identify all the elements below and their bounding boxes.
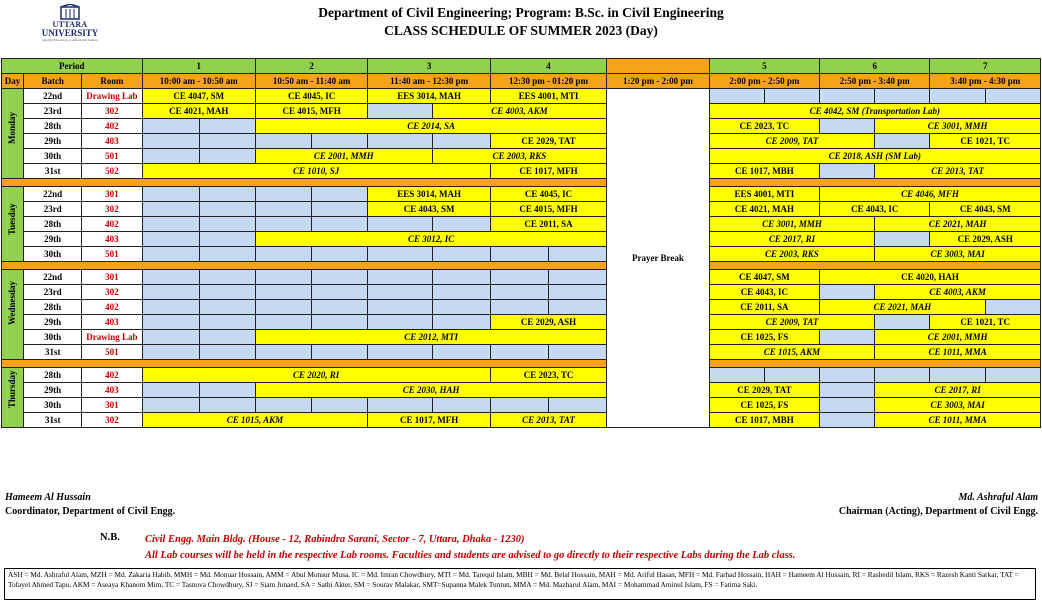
schedule-row xyxy=(2,89,1041,104)
batch-header: Batch xyxy=(24,74,82,89)
course-cell: CE 2017, RI xyxy=(875,383,1041,398)
room-cell: 501 xyxy=(82,345,142,360)
empty-slot xyxy=(490,398,548,413)
empty-slot xyxy=(368,398,432,413)
course-cell: CE 3003, MAI xyxy=(875,398,1041,413)
empty-slot xyxy=(820,164,875,179)
empty-slot xyxy=(490,270,548,285)
empty-slot xyxy=(142,300,199,315)
separator-cell xyxy=(709,262,1040,270)
empty-slot xyxy=(199,187,255,202)
empty-slot xyxy=(199,119,255,134)
empty-slot xyxy=(312,134,368,149)
batch-cell: 28th xyxy=(24,119,82,134)
empty-slot xyxy=(142,330,199,345)
period-number: 1 xyxy=(142,59,255,74)
course-cell: EES 4001, MTI xyxy=(490,89,606,104)
course-cell: CE 4046, MFH xyxy=(820,187,1041,202)
course-cell: CE 4015, MFH xyxy=(255,104,367,119)
empty-slot xyxy=(199,217,255,232)
course-cell: CE 1017, MFH xyxy=(368,413,490,428)
course-cell: CE 4045, IC xyxy=(255,89,367,104)
note-lab: All Lab courses will be held in the respective Lab rooms. Faculties and students are advised to go directly to their respective Labs during the Lab class. xyxy=(145,550,796,561)
room-cell: 402 xyxy=(82,119,142,134)
room-cell: 301 xyxy=(82,270,142,285)
empty-slot xyxy=(875,368,930,383)
course-cell: CE 1017, MBH xyxy=(709,413,819,428)
empty-slot xyxy=(490,285,548,300)
day-header: Day xyxy=(2,74,24,89)
department-title: Department of Civil Engineering; Program: B.Sc. in Civil Engineering xyxy=(318,5,724,20)
room-cell: 301 xyxy=(82,398,142,413)
schedule-row xyxy=(2,104,1041,119)
room-cell: 302 xyxy=(82,285,142,300)
empty-slot xyxy=(820,368,875,383)
schedule-table xyxy=(1,58,1041,428)
empty-slot xyxy=(199,398,255,413)
room-cell: 402 xyxy=(82,217,142,232)
empty-slot xyxy=(199,149,255,164)
period-row xyxy=(2,59,1041,74)
empty-slot xyxy=(312,202,368,217)
day-label xyxy=(2,270,24,360)
period-number: 6 xyxy=(820,59,930,74)
empty-slot xyxy=(875,315,930,330)
nb-label: N.B. xyxy=(100,532,120,543)
course-cell: CE 2014, SA xyxy=(255,119,606,134)
empty-slot xyxy=(142,383,199,398)
separator-cell xyxy=(2,262,607,270)
empty-slot xyxy=(875,89,930,104)
empty-slot xyxy=(875,232,930,247)
schedule-row xyxy=(2,330,1041,345)
time-slot: 12:30 pm - 01:20 pm xyxy=(490,74,606,89)
empty-slot xyxy=(368,285,432,300)
room-cell: 302 xyxy=(82,202,142,217)
empty-slot xyxy=(142,119,199,134)
empty-slot xyxy=(764,89,819,104)
course-cell: CE 1015, AKM xyxy=(709,345,875,360)
room-cell: 502 xyxy=(82,164,142,179)
course-cell: CE 4021, MAH xyxy=(142,104,255,119)
empty-slot xyxy=(199,330,255,345)
empty-slot xyxy=(199,383,255,398)
empty-slot xyxy=(142,270,199,285)
empty-slot xyxy=(312,187,368,202)
empty-slot xyxy=(820,285,875,300)
course-cell: CE 2013, TAT xyxy=(875,164,1041,179)
empty-slot xyxy=(255,202,311,217)
course-cell: CE 2023, TC xyxy=(490,368,606,383)
period-number: 2 xyxy=(255,59,367,74)
empty-slot xyxy=(142,134,199,149)
course-cell: CE 4047, SM xyxy=(709,270,819,285)
day-name: Monday xyxy=(7,112,18,145)
batch-cell: 29th xyxy=(24,232,82,247)
course-cell: CE 4020, HAH xyxy=(820,270,1041,285)
empty-slot xyxy=(985,300,1040,315)
empty-slot xyxy=(985,368,1040,383)
period-number: 5 xyxy=(709,59,819,74)
batch-cell: 28th xyxy=(24,300,82,315)
empty-slot xyxy=(432,398,490,413)
batch-cell: 31st xyxy=(24,413,82,428)
batch-cell: 28th xyxy=(24,217,82,232)
schedule-row xyxy=(2,398,1041,413)
time-slot: 1:20 pm - 2:00 pm xyxy=(607,74,709,89)
course-cell: CE 2001, MMH xyxy=(875,330,1041,345)
empty-slot xyxy=(255,285,311,300)
time-slot: 10:00 am - 10:50 am xyxy=(142,74,255,89)
empty-slot xyxy=(255,187,311,202)
empty-slot xyxy=(549,285,607,300)
batch-cell: 23rd xyxy=(24,285,82,300)
period-label: Period xyxy=(2,59,143,74)
room-cell: 402 xyxy=(82,300,142,315)
room-cell: Drawing Lab xyxy=(82,330,142,345)
empty-slot xyxy=(368,270,432,285)
note-address: Civil Engg. Main Bldg. (House - 12, Rabindra Sarani, Sector - 7, Uttara, Dhaka - 1230) xyxy=(145,534,525,545)
course-cell: CE 2029, ASH xyxy=(930,232,1041,247)
empty-slot xyxy=(820,89,875,104)
empty-slot xyxy=(930,368,985,383)
room-cell: 302 xyxy=(82,413,142,428)
empty-slot xyxy=(199,285,255,300)
empty-slot xyxy=(255,247,311,262)
empty-slot xyxy=(875,134,930,149)
course-cell: CE 4043, IC xyxy=(820,202,930,217)
empty-slot xyxy=(368,247,432,262)
course-cell: CE 1015, AKM xyxy=(142,413,368,428)
empty-slot xyxy=(199,270,255,285)
empty-slot xyxy=(255,270,311,285)
separator-cell xyxy=(709,179,1040,187)
empty-slot xyxy=(255,345,311,360)
course-cell: CE 2030, HAH xyxy=(255,383,606,398)
time-slot: 2:50 pm - 3:40 pm xyxy=(820,74,930,89)
room-cell: 301 xyxy=(82,187,142,202)
schedule-row xyxy=(2,202,1041,217)
course-cell: CE 1011, MMA xyxy=(875,413,1041,428)
batch-cell: 31st xyxy=(24,345,82,360)
course-cell: CE 2029, TAT xyxy=(709,383,819,398)
logo-line1: UTTARA xyxy=(52,20,88,29)
empty-slot xyxy=(199,247,255,262)
empty-slot xyxy=(549,247,607,262)
chairman-name: Md. Ashraful Alam xyxy=(958,492,1038,503)
batch-cell: 29th xyxy=(24,383,82,398)
empty-slot xyxy=(142,232,199,247)
course-cell: CE 1025, FS xyxy=(709,330,819,345)
schedule-row xyxy=(2,217,1041,232)
course-cell: CE 2018, ASH (SM Lab) xyxy=(709,149,1040,164)
empty-slot xyxy=(709,89,764,104)
course-cell: CE 4047, SM xyxy=(142,89,255,104)
period-number: 7 xyxy=(930,59,1041,74)
logo-line2: UNIVERSITY xyxy=(41,28,99,38)
time-slot: 10:50 am - 11:40 am xyxy=(255,74,367,89)
batch-cell: 31st xyxy=(24,164,82,179)
course-cell: CE 2029, TAT xyxy=(490,134,606,149)
course-cell: CE 1017, MFH xyxy=(490,164,606,179)
empty-slot xyxy=(368,104,432,119)
course-cell: CE 4043, SM xyxy=(368,202,490,217)
day-label xyxy=(2,187,24,262)
course-cell: CE 1017, MBH xyxy=(709,164,819,179)
abbreviation-legend: ASH = Md. Ashraful Alam, MZH = Md. Zakaria Habib, MMH = Md. Monuar Hossain, AMM = Abul Monsur Musa, IC = Md. Imran Chowdhury, MTI = Md. Tarequl Islam, MBH = Md. Belal Hossain, MAH = Md. Ariful Hasan, MFH = Md. Farhad Hossain, HAH = Hameem Al Hussain, RI = Rashedil Islam, RKS = Razesh Kanti Sarkar, TAT = Tofayel Ahmed Tapu, AKM = Aseaya Khanom Mim, TC = Tasnova Chowdhury, SJ = Siam Junaed, SA = Sathi Akter, SM = Sourav Malakar, SMT=Supanna Malek Tuntun, MMA = Md. Mazharul Alam, MAI = Mohammad Aminul Islam, FS = Fatima Saki. xyxy=(4,568,1036,600)
empty-slot xyxy=(930,89,985,104)
course-cell: CE 2013, TAT xyxy=(490,413,606,428)
empty-slot xyxy=(432,315,490,330)
empty-slot xyxy=(432,134,490,149)
empty-slot xyxy=(368,315,432,330)
course-cell: CE 2011, SA xyxy=(490,217,606,232)
period-number: 4 xyxy=(490,59,606,74)
empty-slot xyxy=(199,202,255,217)
course-cell: CE 2029, ASH xyxy=(490,315,606,330)
empty-slot xyxy=(142,398,199,413)
chairman-signature xyxy=(839,491,1038,519)
course-cell: EES 3014, MAH xyxy=(368,89,490,104)
room-header: Room xyxy=(82,74,142,89)
room-cell: 302 xyxy=(82,104,142,119)
schedule-row xyxy=(2,247,1041,262)
course-cell: CE 1010, SJ xyxy=(142,164,490,179)
time-slot: 3:40 pm - 4:30 pm xyxy=(930,74,1041,89)
course-cell: CE 2003, RKS xyxy=(432,149,607,164)
course-cell: EES 3014, MAH xyxy=(368,187,490,202)
room-cell: 403 xyxy=(82,315,142,330)
room-cell: 403 xyxy=(82,232,142,247)
empty-slot xyxy=(820,119,875,134)
separator-cell xyxy=(709,360,1040,368)
period-number xyxy=(607,59,709,74)
empty-slot xyxy=(764,368,819,383)
course-cell: CE 4003, AKM xyxy=(875,285,1041,300)
course-cell: CE 1021, TC xyxy=(930,315,1041,330)
empty-slot xyxy=(490,300,548,315)
empty-slot xyxy=(432,345,490,360)
empty-slot xyxy=(549,345,607,360)
period-number: 3 xyxy=(368,59,490,74)
empty-slot xyxy=(255,398,311,413)
course-cell: CE 2001, MMH xyxy=(255,149,432,164)
empty-slot xyxy=(312,217,368,232)
course-cell: CE 2009, TAT xyxy=(709,315,875,330)
course-cell: CE 4003, AKM xyxy=(432,104,607,119)
batch-cell: 22nd xyxy=(24,187,82,202)
schedule-row xyxy=(2,134,1041,149)
course-cell: CE 2012, MTI xyxy=(255,330,606,345)
course-cell: CE 4015, MFH xyxy=(490,202,606,217)
batch-cell: 23rd xyxy=(24,104,82,119)
schedule-row xyxy=(2,368,1041,383)
day-name: Thursday xyxy=(7,370,18,409)
time-row xyxy=(2,74,1041,89)
day-name: Wednesday xyxy=(7,281,18,326)
room-cell: 402 xyxy=(82,368,142,383)
empty-slot xyxy=(368,300,432,315)
prayer-break: Prayer Break xyxy=(607,89,709,428)
empty-slot xyxy=(142,187,199,202)
course-cell: CE 1021, TC xyxy=(930,134,1041,149)
empty-slot xyxy=(199,134,255,149)
schedule-row xyxy=(2,270,1041,285)
batch-cell: 30th xyxy=(24,330,82,345)
empty-slot xyxy=(312,315,368,330)
empty-slot xyxy=(368,134,432,149)
course-cell: CE 2011, SA xyxy=(709,300,819,315)
empty-slot xyxy=(312,300,368,315)
coordinator-signature xyxy=(5,491,175,519)
schedule-row xyxy=(2,383,1041,398)
batch-cell: 22nd xyxy=(24,89,82,104)
empty-slot xyxy=(142,315,199,330)
day-name: Tuesday xyxy=(7,202,18,235)
empty-slot xyxy=(199,232,255,247)
schedule-row xyxy=(2,285,1041,300)
day-separator xyxy=(2,179,1041,187)
room-cell: 403 xyxy=(82,134,142,149)
batch-cell: 29th xyxy=(24,134,82,149)
empty-slot xyxy=(255,217,311,232)
time-slot: 11:40 am - 12:30 pm xyxy=(368,74,490,89)
empty-slot xyxy=(432,270,490,285)
empty-slot xyxy=(142,217,199,232)
empty-slot xyxy=(820,413,875,428)
empty-slot xyxy=(312,285,368,300)
course-cell: CE 4021, MAH xyxy=(709,202,819,217)
empty-slot xyxy=(199,300,255,315)
day-label xyxy=(2,89,24,179)
course-cell: CE 4043, IC xyxy=(709,285,819,300)
course-cell: CE 3001, MMH xyxy=(709,217,875,232)
course-cell: CE 1011, MMA xyxy=(875,345,1041,360)
coordinator-name: Hameem Al Hussain xyxy=(5,492,91,503)
empty-slot xyxy=(432,300,490,315)
empty-slot xyxy=(432,217,490,232)
empty-slot xyxy=(142,285,199,300)
empty-slot xyxy=(142,149,199,164)
course-cell: CE 2021, MAH xyxy=(875,217,1041,232)
chairman-title: Chairman (Acting), Department of Civil Engg. xyxy=(838,506,1038,517)
empty-slot xyxy=(368,345,432,360)
empty-slot xyxy=(432,285,490,300)
course-cell: CE 2023, TC xyxy=(709,119,819,134)
batch-cell: 28th xyxy=(24,368,82,383)
course-cell: EES 4001, MTI xyxy=(709,187,819,202)
empty-slot xyxy=(199,345,255,360)
empty-slot xyxy=(312,247,368,262)
separator-cell xyxy=(2,179,607,187)
empty-slot xyxy=(549,398,607,413)
course-cell: CE 2021, MAH xyxy=(820,300,986,315)
course-cell: CE 2009, TAT xyxy=(709,134,875,149)
schedule-row xyxy=(2,345,1041,360)
course-cell: CE 4043, SM xyxy=(930,202,1041,217)
empty-slot xyxy=(549,270,607,285)
room-cell: 403 xyxy=(82,383,142,398)
empty-slot xyxy=(820,398,875,413)
schedule-row xyxy=(2,119,1041,134)
empty-slot xyxy=(255,300,311,315)
schedule-row xyxy=(2,164,1041,179)
batch-cell: 29th xyxy=(24,315,82,330)
course-cell: CE 3003, MAI xyxy=(875,247,1041,262)
logo-tagline: Quality Education at Affordable Tuition xyxy=(42,38,98,42)
empty-slot xyxy=(255,134,311,149)
empty-slot xyxy=(820,330,875,345)
course-cell: CE 2020, RI xyxy=(142,368,490,383)
empty-slot xyxy=(142,202,199,217)
room-cell: 501 xyxy=(82,149,142,164)
empty-slot xyxy=(142,247,199,262)
coordinator-title: Coordinator, Department of Civil Engg. xyxy=(5,506,176,517)
notes xyxy=(145,532,795,564)
course-cell: CE 4042, SM (Transportation Lab) xyxy=(709,104,1040,119)
separator-cell xyxy=(2,360,607,368)
course-cell: CE 3001, MMH xyxy=(875,119,1041,134)
schedule-row xyxy=(2,300,1041,315)
schedule-title: CLASS SCHEDULE OF SUMMER 2023 (Day) xyxy=(384,23,658,38)
batch-cell: 23rd xyxy=(24,202,82,217)
day-label xyxy=(2,368,24,428)
schedule-row xyxy=(2,232,1041,247)
empty-slot xyxy=(709,368,764,383)
schedule-row xyxy=(2,149,1041,164)
schedule-row xyxy=(2,413,1041,428)
batch-cell: 30th xyxy=(24,247,82,262)
course-cell: CE 4045, IC xyxy=(490,187,606,202)
day-separator xyxy=(2,262,1041,270)
course-cell: CE 1025, FS xyxy=(709,398,819,413)
room-cell: Drawing Lab xyxy=(82,89,142,104)
time-slot: 2:00 pm - 2:50 pm xyxy=(709,74,819,89)
course-cell: CE 2017, RI xyxy=(709,232,875,247)
empty-slot xyxy=(490,247,548,262)
empty-slot xyxy=(820,383,875,398)
course-cell: CE 2003, RKS xyxy=(709,247,875,262)
room-cell: 501 xyxy=(82,247,142,262)
empty-slot xyxy=(549,300,607,315)
empty-slot xyxy=(368,217,432,232)
batch-cell: 30th xyxy=(24,398,82,413)
day-separator xyxy=(2,360,1041,368)
empty-slot xyxy=(312,398,368,413)
batch-cell: 22nd xyxy=(24,270,82,285)
empty-slot xyxy=(312,345,368,360)
batch-cell: 30th xyxy=(24,149,82,164)
course-cell: CE 3012, IC xyxy=(255,232,606,247)
empty-slot xyxy=(255,315,311,330)
empty-slot xyxy=(142,345,199,360)
empty-slot xyxy=(490,345,548,360)
schedule-row xyxy=(2,315,1041,330)
empty-slot xyxy=(312,270,368,285)
schedule-row xyxy=(2,187,1041,202)
empty-slot xyxy=(199,315,255,330)
empty-slot xyxy=(985,89,1040,104)
empty-slot xyxy=(432,247,490,262)
